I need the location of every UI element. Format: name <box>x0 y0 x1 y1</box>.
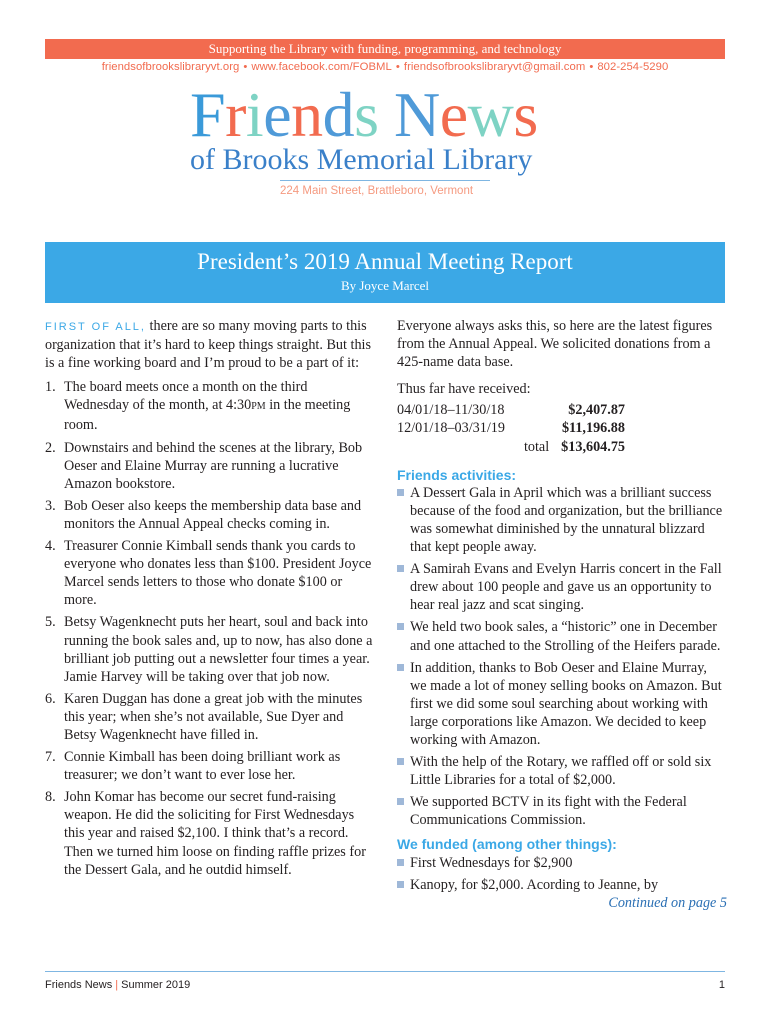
funded-heading: We funded (among other things): <box>397 836 617 853</box>
masthead-letter: i <box>245 79 264 150</box>
total-amount: $13,604.75 <box>561 438 625 455</box>
item-number: 2. <box>45 439 56 456</box>
masthead-letter: N <box>394 79 440 150</box>
masthead-letter: s <box>513 79 538 150</box>
item-number: 7. <box>45 749 56 766</box>
board-list <box>45 378 375 878</box>
list-item <box>45 378 375 434</box>
masthead-letter: F <box>190 79 226 150</box>
lead-in: FIRST OF ALL, <box>45 321 146 333</box>
separator-dot: • <box>589 61 594 73</box>
item-text: Connie Kimball has been doing brilliant work as treasurer; we don’t want to ever lose her. <box>64 749 341 784</box>
footer-issue: Summer 2019 <box>121 979 191 991</box>
figure-row <box>397 401 625 419</box>
received-label: Thus far have received: <box>397 381 531 398</box>
footer-divider <box>45 971 725 972</box>
item-text: With the help of the Rotary, we raffled off or sold six Little Libraries for a total of $2,000. <box>410 754 712 789</box>
library-address: 224 Main Street, Brattleboro, Vermont <box>280 185 474 197</box>
contact-line <box>45 61 725 73</box>
footer-publication <box>45 979 190 991</box>
funded-list <box>397 854 727 894</box>
report-byline: By Joyce Marcel <box>340 278 430 293</box>
appeal-intro: Everyone always asks this, so here are the latest figures from the Annual Appeal. We solicited donations from a 425-name data base. <box>397 318 713 371</box>
facebook-link[interactable]: www.facebook.com/FOBML <box>251 61 392 73</box>
list-item <box>45 497 375 533</box>
item-number: 6. <box>45 690 56 707</box>
item-text: John Komar has become our secret fund-raising weapon. He did the soliciting for First Wednesdays this year and raised $2,100. I think that’s a record. Then we turned him loose on finding raffle prizes for the Dessert Gala, and he outdid himself. <box>64 789 366 878</box>
bullet-square-icon <box>397 758 404 765</box>
footer-title: Friends News <box>45 979 113 991</box>
tagline: Supporting the Library with funding, programming, and technology <box>208 41 562 56</box>
divider <box>280 180 490 181</box>
figure-total-row <box>397 438 625 456</box>
figure-row <box>397 419 625 437</box>
figure-period: 04/01/18–11/30/18 <box>397 402 505 419</box>
list-item <box>397 876 727 894</box>
activities-heading: Friends activities: <box>397 466 517 483</box>
masthead-letter: n <box>291 79 323 150</box>
tagline-banner <box>45 39 725 59</box>
item-text: Bob Oeser also keeps the membership data base and monitors the Annual Appeal checks coming in. <box>64 497 362 532</box>
bullet-square-icon <box>397 859 404 866</box>
phone-number: 802-254-5290 <box>597 61 669 73</box>
list-item <box>397 659 727 749</box>
website-link[interactable]: friendsofbrookslibraryvt.org <box>101 61 240 73</box>
item-number: 3. <box>45 497 56 514</box>
list-item <box>45 613 375 685</box>
bullet-square-icon <box>397 623 404 630</box>
masthead-letter: e <box>439 79 468 150</box>
intro-paragraph <box>45 317 375 372</box>
item-text: In addition, thanks to Bob Oeser and Elaine Murray, we made a lot of money selling books on Amazon. But first we did some soul searching about working with large corporations like Amazon. We decided to keep working with Amazon. <box>410 659 722 748</box>
figure-period: 12/01/18–03/31/19 <box>397 420 505 437</box>
activities-list <box>397 484 727 830</box>
list-item <box>45 690 375 744</box>
item-text: in the meeting room. <box>64 397 351 434</box>
item-text: Karen Duggan has done a great job with the minutes this year; when she’s not available, Sue Dyer and Betsy Wagenknecht have filled in. <box>64 690 363 743</box>
item-number: 8. <box>45 789 56 806</box>
bullet-square-icon <box>397 489 404 496</box>
list-item <box>45 439 375 493</box>
masthead-subtitle: of Brooks Memorial Library <box>190 143 533 176</box>
report-title: President’s 2019 Annual Meeting Report <box>197 249 573 274</box>
figure-amount: $11,196.88 <box>561 420 625 437</box>
masthead-letter: d <box>322 79 355 150</box>
bullet-square-icon <box>397 881 404 888</box>
bullet-square-icon <box>397 664 404 671</box>
item-number: 5. <box>45 614 56 631</box>
list-item <box>397 484 727 556</box>
masthead-letter: s <box>354 79 379 150</box>
item-text: A Dessert Gala in April which was a brilliant success because of the food and organization, but the brilliance was somewhat diminished by the unnatural blizzard that kept people away. <box>410 484 723 556</box>
appeal-figures <box>397 401 727 455</box>
bullet-square-icon <box>397 798 404 805</box>
separator-dot: • <box>395 61 400 73</box>
item-text: A Samirah Evans and Evelyn Harris concert in the Fall drew about 100 people and gave us an opportunity to hear real jazz and scat singing. <box>410 561 722 614</box>
masthead-title <box>190 80 538 150</box>
masthead-letter: r <box>225 79 246 150</box>
right-column <box>397 317 727 912</box>
list-item <box>397 793 727 829</box>
item-number: 4. <box>45 538 56 555</box>
continued-note: Continued on page 5 <box>608 894 727 911</box>
item-text: Kanopy, for $2,000. Acording to Jeanne, by <box>410 876 659 893</box>
report-header <box>45 242 725 303</box>
item-text: The board meets once a month on the third Wednesday of the month, at 4:30 <box>64 379 308 414</box>
list-item <box>45 788 375 878</box>
figure-amount: $2,407.87 <box>568 402 625 419</box>
email-link[interactable]: friendsofbrookslibraryvt@gmail.com <box>403 61 586 73</box>
item-text-pm: PM <box>251 401 266 413</box>
item-text: Betsy Wagenknecht puts her heart, soul and back into running the book sales and, up to now, has also done a brilliant job putting out a newsletter four times a year. Jamie Harvey will be taking over that job now. <box>64 614 373 685</box>
list-item <box>397 618 727 654</box>
separator-dot: • <box>243 61 248 73</box>
list-item <box>397 854 727 872</box>
bullet-square-icon <box>397 565 404 572</box>
page-number: 1 <box>718 979 725 991</box>
footer-separator: | <box>115 979 119 991</box>
total-label: total <box>523 438 550 455</box>
item-number: 1. <box>45 379 56 396</box>
intro-text: there are so many moving parts to this organization that it’s hard to keep things straight. But this is a fine working board and I’m proud to be a part of it: <box>45 318 372 372</box>
item-text: Treasurer Connie Kimball sends thank you cards to everyone who donates less than $100. President Joyce Marcel sends letters to those who donate $100 or more. <box>64 538 372 609</box>
masthead-letter: w <box>467 79 514 150</box>
left-column <box>45 317 375 883</box>
list-item <box>45 537 375 609</box>
masthead-letter <box>379 79 395 150</box>
item-text: We supported BCTV in its fight with the Federal Communications Commission. <box>410 794 687 829</box>
masthead-letter: e <box>263 79 292 150</box>
list-item <box>397 753 727 789</box>
item-text: Downstairs and behind the scenes at the library, Bob Oeser and Elaine Murray are running a lucrative Amazon bookstore. <box>64 439 363 492</box>
list-item <box>45 748 375 784</box>
item-text: First Wednesdays for $2,900 <box>410 854 573 871</box>
item-text: We held two book sales, a “historic” one in December and one attached to the Strolling of the Heifers parade. <box>410 619 721 654</box>
list-item <box>397 560 727 614</box>
